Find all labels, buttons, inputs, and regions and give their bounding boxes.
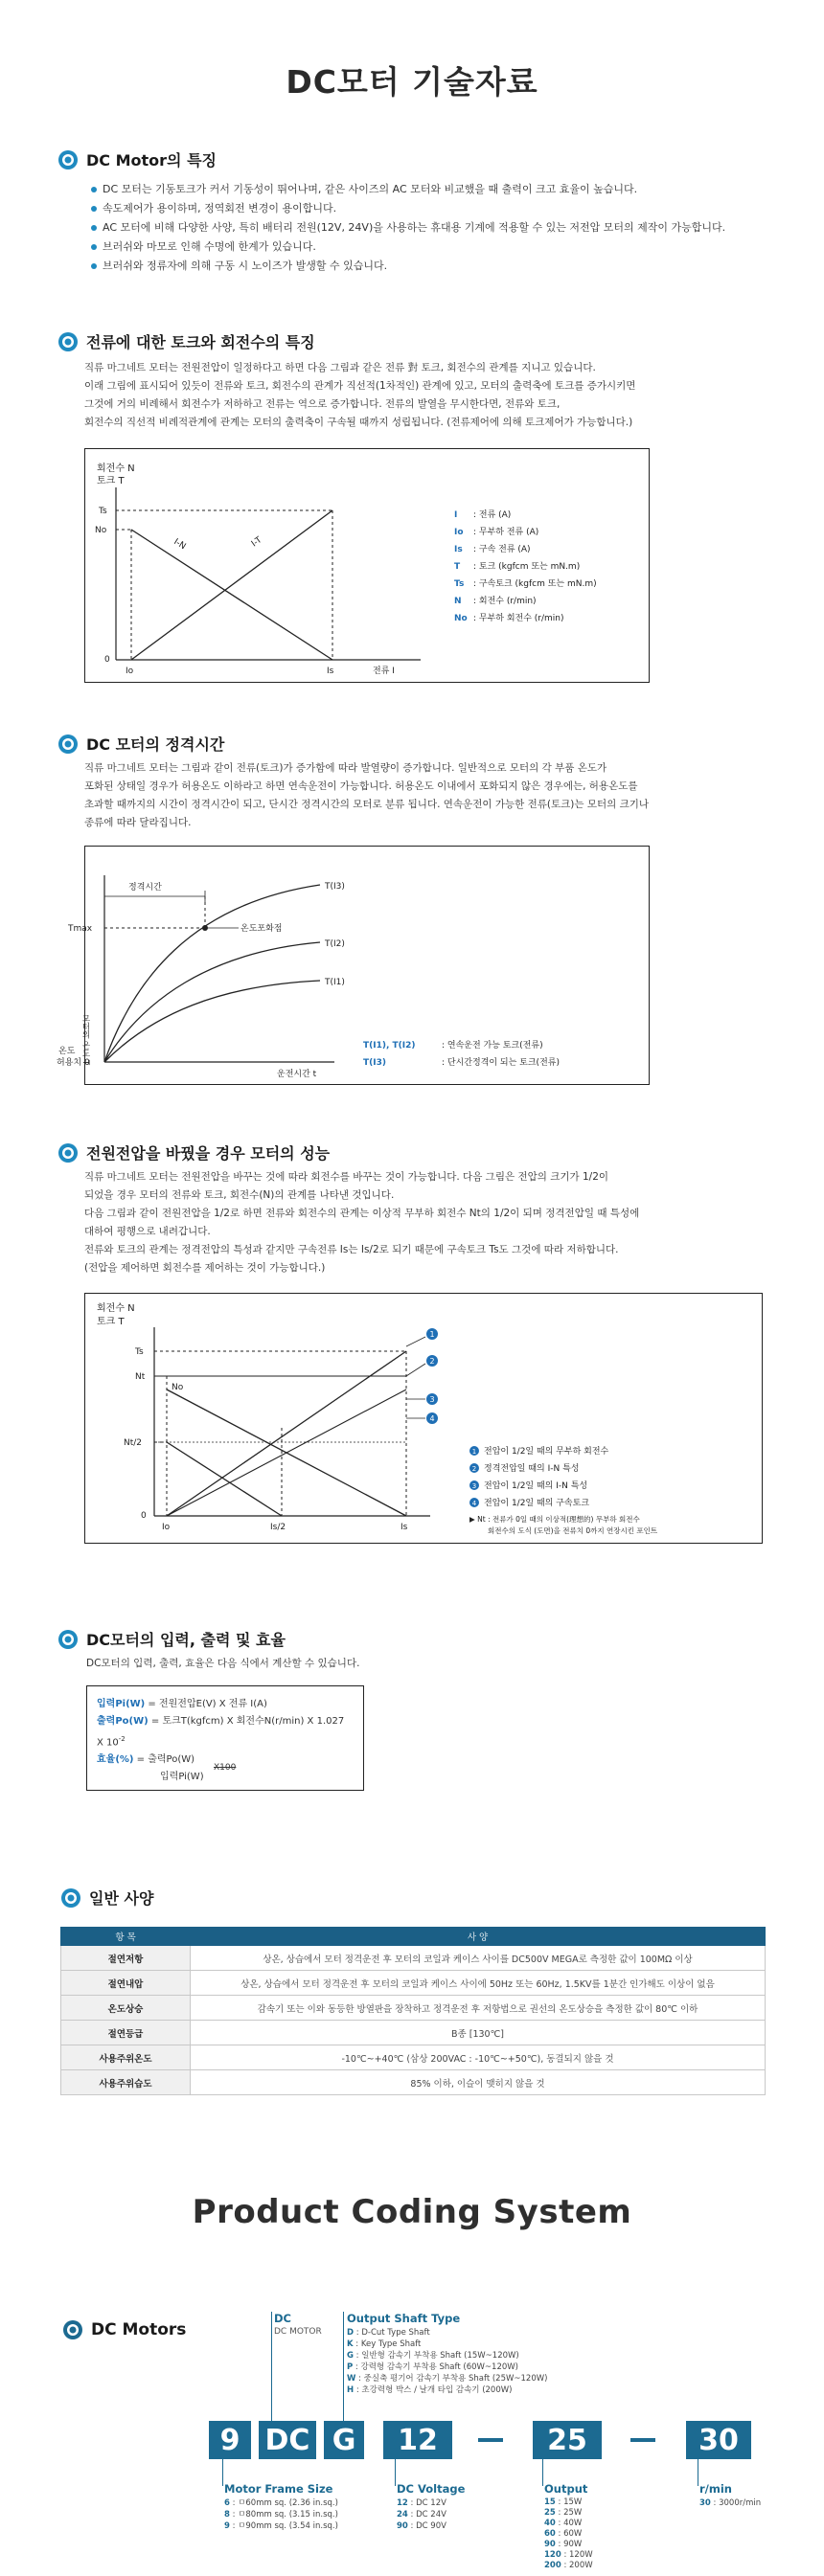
formula-efficiency (97, 1751, 354, 1774)
saturation-point (202, 925, 208, 931)
list-item (347, 2327, 547, 2339)
legend-text: 정격전압일 때의 I-N 특성 (484, 1464, 580, 1474)
list-text: : DC 12V (407, 2498, 446, 2508)
list-key: D (347, 2328, 355, 2338)
formula-label: 출력Po(W) (97, 1716, 149, 1727)
formula-label: 입력Pi(W) (97, 1699, 146, 1709)
half-voltage-in-line (167, 1442, 282, 1516)
table-row (61, 1971, 766, 1996)
page-title: DC모터 기술자료 (286, 63, 538, 101)
legend-text: : 회전수 (r/min) (473, 597, 537, 606)
tick-is: Is (327, 667, 334, 676)
list-text: : DC 90V (407, 2521, 446, 2531)
list-text: : 중실축 평기어 감속기 부착용 Shaft (25W~120W) (355, 2374, 548, 2384)
table-header-item: 항 목 (61, 1928, 191, 1946)
legend-key: T (454, 562, 461, 572)
x-axis-label: 전류 I (373, 667, 395, 676)
list-item (347, 2350, 547, 2361)
table-row (61, 1996, 766, 2021)
marker-1-label: 1 (429, 1330, 435, 1339)
section-title-text: 일반 사양 (89, 1889, 154, 1908)
legend-text: 전압이 1/2일 때의 구속토크 (484, 1499, 590, 1508)
paragraph-line: 회전수의 직선적 비례적관계에 관계는 모터의 출력축이 구속될 때까지 성립됩니다. (전류제어에 의해 토크제어가 가능합니다.) (84, 417, 633, 428)
table-cell-spec: B종 [130℃] (191, 2021, 766, 2045)
paragraph-line: (전압을 제어하면 회전수를 제어하는 것이 가능합니다.) (84, 1262, 326, 1274)
leader-voltage (395, 2459, 396, 2486)
table-header-row (61, 1928, 766, 1946)
formula-output (97, 1713, 354, 1751)
curve-label-i-t: I-T (249, 535, 264, 550)
curve-label-i-n: I-N (172, 537, 188, 553)
coding-title: Product Coding System (192, 2193, 632, 2231)
list-item (224, 2497, 338, 2509)
paragraph-line: 직류 마그네트 모터는 전원전압을 바꾸는 것에 따라 회전수를 바꾸는 것이 가능합니다. 다음 그림은 전압의 크기가 1/2이 (84, 1171, 609, 1183)
list-item (397, 2509, 446, 2520)
table-cell-spec: 85% 이하, 이슬이 맺히지 않을 것 (191, 2070, 766, 2095)
paragraph-line: 직류 마그네트 모터는 전원전압이 일정하다고 하면 다음 그림과 같은 전류 對 토크, 회전수의 관계를 지니고 있습니다. (84, 362, 596, 373)
formula-input (97, 1696, 354, 1713)
legend-text: : 무부하 회전수 (r/min) (473, 614, 564, 623)
list-item: DC 모터는 기동토크가 커서 기동성이 뛰어나며, 같은 사이즈의 AC 모터와 비교했을 때 출력이 크고 효율이 높습니다. (91, 180, 725, 199)
list-key: 15 (544, 2497, 556, 2507)
list-item (397, 2520, 446, 2532)
section-bullet-icon (60, 1887, 81, 1909)
ambient-label-2: 허용치 0 (57, 1058, 90, 1068)
list-item (347, 2339, 547, 2350)
brand-text: DC Motors (91, 2320, 187, 2339)
list-key: 120 (544, 2550, 561, 2560)
tick-ts: Ts (135, 1347, 144, 1357)
curve-label-t-i3: T(I3) (325, 882, 345, 892)
legend-rated-time (363, 1039, 560, 1068)
code-box-dc: DC (259, 2421, 316, 2459)
list-text: : 200W (561, 2561, 593, 2570)
tick-no: No (172, 1383, 184, 1392)
legend-num: 4 (471, 1500, 477, 1507)
table-cell-item: 온도상승 (61, 1996, 191, 2021)
table-header-spec: 사 양 (191, 1928, 766, 1946)
shaft-annotation-list (347, 2327, 547, 2396)
legend-text: 전압이 1/2일 때의 I-N 특성 (484, 1481, 588, 1491)
curve-label-t-i1: T(I1) (325, 978, 345, 987)
list-text: : ㅁ60mm sq. (2.36 in.sq.) (229, 2498, 338, 2508)
list-item (544, 2540, 593, 2550)
paragraph-line: 다음 그림과 같이 전원전압을 1/2로 하면 전류와 회전수의 관계는 이상적 무부하 회전수 Nt의 1/2이 되며 정격전압일 때 특성에 (84, 1208, 640, 1219)
list-item (544, 2529, 593, 2540)
voltage-annotation-title: DC Voltage (397, 2482, 466, 2496)
x-axis-label: 운전시간 t (277, 1070, 317, 1079)
curve-label-t-i2: T(I2) (325, 939, 345, 949)
formula-text: = 토크T(kgfcm) X 회전수N(r/min) X 1.027 X 10 (97, 1716, 345, 1749)
frame-annotation-title: Motor Frame Size (224, 2482, 333, 2496)
legend-text: : 전류 (A) (473, 510, 512, 520)
list-text: : 15W (555, 2497, 583, 2507)
marker-3-label: 3 (429, 1395, 435, 1404)
list-text: : ㅁ80mm sq. (3.15 in.sq.) (229, 2510, 338, 2520)
legend-key: Io (454, 528, 464, 537)
table-row (61, 2070, 766, 2095)
legend-key: T(I3) (363, 1058, 386, 1068)
table-row (61, 1946, 766, 1971)
list-key: 60 (544, 2529, 556, 2539)
brand-icon (62, 2319, 83, 2340)
list-item (347, 2384, 547, 2396)
curve-i-n (131, 530, 332, 660)
marker-leader-2 (406, 1364, 425, 1376)
figure-rated-time (57, 846, 650, 1085)
rpm-annotation-list (699, 2497, 761, 2509)
axis-label-n: 회전수 N (97, 1303, 135, 1314)
table-cell-spec: 상온, 상습에서 모터 정격운전 후 모터의 코일과 케이스 사이를 DC500V MEGA로 측정한 값이 100MΩ 이상 (191, 1946, 766, 1971)
legend-key: N (454, 597, 462, 606)
marker-leader-1 (406, 1337, 425, 1346)
formula-text: = 전원전압E(V) X 전류 I(A) (145, 1699, 267, 1709)
section-bullet-icon (57, 331, 79, 352)
table-cell-spec: 상온, 상습에서 모터 정격운전 후 모터의 코일과 케이스 사이에 50Hz 또는 60Hz, 1.5KV를 1분간 인가해도 이상이 없음 (191, 1971, 766, 1996)
list-text: : 40W (555, 2519, 583, 2528)
table-cell-spec: -10℃~+40℃ (삼상 200VAC : -10℃~+50℃), 동결되지 않을 것 (191, 2045, 766, 2070)
voltage-annotation-list (397, 2497, 446, 2532)
paragraph-voltage-change (84, 1168, 755, 1277)
axis-label-t: 토크 T (97, 1317, 125, 1327)
tick-origin: 0 (141, 1511, 147, 1521)
list-text: : 60W (555, 2529, 583, 2539)
list-text: : Key Type Shaft (353, 2339, 422, 2349)
list-item (224, 2520, 338, 2532)
section-title-text: 전류에 대한 토크와 회전수의 특징 (86, 333, 315, 351)
list-text: : 3000r/min (710, 2498, 762, 2508)
formula-box (86, 1685, 364, 1791)
legend-voltage-change (469, 1445, 658, 1535)
legend-text: 전압이 1/2일 때의 무부하 회전수 (484, 1447, 609, 1457)
list-key: 8 (224, 2510, 230, 2520)
section-bullet-icon (57, 734, 79, 755)
curve-t-i2 (104, 942, 320, 1062)
section-title-input-output (57, 1628, 286, 1650)
section-title-rated-time (57, 733, 224, 755)
legend-key: Ts (454, 579, 465, 589)
formula-x100: X100 (214, 1763, 237, 1774)
legend-text: : 단시간정격이 되는 토크(전류) (442, 1058, 560, 1068)
list-key: 25 (544, 2508, 556, 2518)
paragraph-line: 초과할 때까지의 시간이 정격시간이 되고, 단시간 정격시간의 모터로 분류 됩니다. 연속운전이 가능한 전류(토크)는 모터의 크기나 (84, 799, 650, 810)
list-key: G (347, 2351, 354, 2361)
list-item (347, 2373, 547, 2384)
list-item (544, 2550, 593, 2561)
section-title-text: DC Motor의 특징 (86, 151, 217, 169)
legend-key: No (454, 614, 468, 623)
code-box-voltage: 12 (383, 2421, 452, 2459)
list-text: : 일반형 감속기 부착용 Shaft (15W~120W) (353, 2351, 519, 2361)
dc-annotation-sub: DC MOTOR (274, 2327, 322, 2337)
formula-text: 입력Pi(W) (160, 1772, 204, 1783)
paragraph-line: 전류와 토크의 관계는 정격전압의 특성과 같지만 구속전류 Is는 Is/2로 되기 때문에 구속토크 Ts도 그것에 따라 저하합니다. (84, 1244, 619, 1255)
rated-time-label: 정격시간 (128, 883, 162, 893)
list-key: H (347, 2385, 355, 2395)
list-text: : 120W (561, 2550, 593, 2560)
paragraph-rated-time (84, 759, 755, 832)
section-title-general-spec (60, 1887, 153, 1909)
code-box-frame: 9 (209, 2421, 251, 2459)
list-key: W (347, 2374, 356, 2384)
section-bullet-icon (57, 1142, 79, 1164)
tick-io: Io (126, 667, 134, 676)
paragraph-input-output (86, 1655, 757, 1673)
list-text: : DC 24V (407, 2510, 446, 2520)
table-row (61, 2021, 766, 2045)
paragraph-line: 대하여 평행으로 내려갑니다. (84, 1226, 211, 1237)
curve-i-t (131, 510, 332, 660)
legend-num: 2 (471, 1465, 477, 1473)
list-key: 30 (699, 2498, 711, 2508)
list-item (544, 2519, 593, 2529)
list-item (544, 2508, 593, 2519)
section-title-text: 전원전압을 바꿨을 경우 모터의 성능 (86, 1144, 331, 1163)
paragraph-current-torque (84, 359, 755, 432)
output-annotation-title: Output (544, 2482, 588, 2496)
code-box-rpm: 30 (686, 2421, 751, 2459)
tick-io: Io (162, 1523, 171, 1532)
paragraph-line: 직류 마그네트 모터는 그림과 같이 전류(토크)가 증가함에 따라 발열량이 증가합니다. 일반적으로 모터의 각 부품 온도가 (84, 762, 607, 774)
saturation-label: 온도포화점 (240, 924, 283, 934)
list-item: 속도제어가 용이하며, 정역회전 변경이 용이합니다. (91, 199, 725, 218)
paragraph-line: 포화된 상태일 경우가 허용온도 이하라고 하면 연속운전이 가능합니다. 허용온도 이내에서 포화되지 않은 경우에는, 허용온도를 (84, 780, 638, 792)
section-title-current-torque (57, 330, 315, 352)
code-dash (478, 2438, 503, 2442)
note-line-1: ▶ Nt : 전류가 0일 때의 이상적(理想的) 무부하 회전수 (469, 1515, 640, 1524)
list-item (347, 2361, 547, 2373)
feature-list (91, 180, 725, 276)
legend-text: : 무부하 전류 (A) (473, 528, 539, 537)
legend-text: : 토크 (kgfcm 또는 mN.m) (473, 562, 581, 572)
section-bullet-icon (57, 149, 79, 170)
tick-is: Is (401, 1523, 408, 1532)
legend-key: T(I1), T(I2) (363, 1041, 416, 1051)
list-key: 24 (397, 2510, 408, 2520)
legend-key: I (454, 510, 458, 520)
leader-output (542, 2459, 543, 2486)
section-title-text: DC 모터의 정격시간 (86, 735, 225, 754)
section-title-features (57, 148, 217, 170)
tick-tmax: Tmax (68, 924, 93, 934)
list-key: 6 (224, 2498, 230, 2508)
axis-label-t: 토크 T (97, 476, 125, 486)
list-key: 12 (397, 2498, 408, 2508)
list-item: 브러쉬와 마모로 인해 수명에 한계가 있습니다. (91, 237, 725, 257)
list-key: P (347, 2362, 354, 2372)
list-item (699, 2497, 761, 2509)
curve-t-i1 (104, 981, 320, 1062)
tick-ts: Ts (99, 507, 107, 516)
output-annotation-list (544, 2497, 593, 2571)
table-cell-item: 절연등급 (61, 2021, 191, 2045)
legend-current-torque (454, 508, 597, 623)
paragraph-line: 되었을 경우 모터의 전류와 토크, 회전수(N)의 관계를 나타낸 것입니다. (84, 1189, 395, 1201)
legend-text: : 구속토크 (kgfcm 또는 mN.m) (473, 579, 597, 589)
list-item (544, 2497, 593, 2508)
shaft-annotation-title: Output Shaft Type (347, 2312, 461, 2325)
leader-dc (271, 2312, 272, 2421)
legend-num: 1 (471, 1448, 477, 1456)
list-text: : 90W (555, 2540, 583, 2549)
list-key: 40 (544, 2519, 556, 2528)
tick-nt2: Nt/2 (124, 1438, 143, 1448)
y-axis-label: 모터의 온도 T (80, 1014, 90, 1066)
table-cell-item: 절연저항 (61, 1946, 191, 1971)
paragraph-line: 그것에 거의 비례해서 회전수가 저하하고 전류는 역으로 증가합니다. 전류의 발열을 무시한다면, 전류와 토크, (84, 398, 561, 410)
list-item: 브러쉬와 정류자에 의해 구동 시 노이즈가 발생할 수 있습니다. (91, 257, 725, 276)
legend-key: Is (454, 545, 463, 554)
formula-exponent: -2 (118, 1735, 126, 1743)
section-bullet-icon (57, 1629, 79, 1650)
list-key: 9 (224, 2521, 230, 2531)
tick-is2: Is/2 (270, 1523, 286, 1532)
list-item (544, 2561, 593, 2571)
list-item: AC 모터에 비해 다양한 사양, 특히 배터리 전원(12V, 24V)을 사용하는 휴대용 기계에 적용할 수 있는 저전압 모터의 제작이 가능합니다. (91, 218, 725, 237)
paragraph-line: 이래 그림에 표시되어 있듯이 전류와 토크, 회전수의 관계가 직선적(1차적인) 관계에 있고, 모터의 출력축에 토크를 증가시키면 (84, 380, 636, 392)
figure-current-torque (84, 448, 650, 683)
code-box-shaft: G (324, 2421, 364, 2459)
list-text: : ㅁ90mm sq. (3.54 in.sq.) (229, 2521, 338, 2531)
list-key: K (347, 2339, 354, 2349)
ambient-label-1: 온도 (58, 1047, 76, 1056)
formula-label: 효율(%) (97, 1754, 134, 1766)
spec-table (60, 1927, 766, 2095)
code-box-output: 25 (533, 2421, 602, 2459)
list-text: : D-Cut Type Shaft (354, 2328, 430, 2338)
table-cell-item: 사용주위온도 (61, 2045, 191, 2070)
table-cell-spec: 감속기 또는 이와 동등한 방열판을 장착하고 정격운전 후 저항법으로 권선의 온도상승을 측정한 값이 80℃ 이하 (191, 1996, 766, 2021)
section-title-voltage-change (57, 1141, 330, 1164)
code-dash (630, 2438, 655, 2442)
tick-no: No (95, 526, 107, 535)
tick-origin: 0 (104, 655, 110, 665)
legend-text: : 구속 전류 (A) (473, 545, 531, 554)
axis-label-n: 회전수 N (97, 463, 135, 474)
rpm-annotation-title: r/min (699, 2482, 732, 2496)
legend-text: : 연속운전 가능 토크(전류) (442, 1041, 543, 1051)
list-text: : 25W (555, 2508, 583, 2518)
frame-annotation-list (224, 2497, 338, 2532)
table-row (61, 2045, 766, 2070)
coding-brand (62, 2319, 186, 2340)
list-key: 200 (544, 2561, 561, 2570)
list-item (397, 2497, 446, 2509)
tick-nt: Nt (135, 1372, 146, 1382)
list-text: : 초강력형 박스 / 날개 타입 감속기 (200W) (354, 2385, 513, 2395)
list-item (224, 2509, 338, 2520)
table-cell-item: 절연내압 (61, 1971, 191, 1996)
table-cell-item: 사용주위습도 (61, 2070, 191, 2095)
figure-voltage-change (84, 1293, 763, 1544)
dc-annotation-title: DC (274, 2312, 291, 2325)
leader-shaft (343, 2312, 344, 2421)
list-key: 90 (544, 2540, 556, 2549)
formula-text: = 출력Po(W) (133, 1754, 195, 1766)
note-line-2: 회전수의 도식 (도면)을 전류치 0까지 연장시킨 포인트 (488, 1526, 658, 1535)
paragraph-line: 종류에 따라 달라집니다. (84, 817, 192, 828)
list-key: 90 (397, 2521, 408, 2531)
legend-num: 3 (471, 1482, 477, 1490)
leader-frame (222, 2459, 223, 2486)
marker-4-label: 4 (429, 1414, 435, 1423)
section-title-text: DC모터의 입력, 출력 및 효율 (86, 1631, 286, 1649)
list-text: : 강력형 감속기 부착용 Shaft (60W~120W) (353, 2362, 518, 2372)
marker-2-label: 2 (429, 1357, 435, 1366)
paragraph-line: DC모터의 입력, 출력, 효율은 다음 식에서 계산할 수 있습니다. (86, 1658, 360, 1669)
